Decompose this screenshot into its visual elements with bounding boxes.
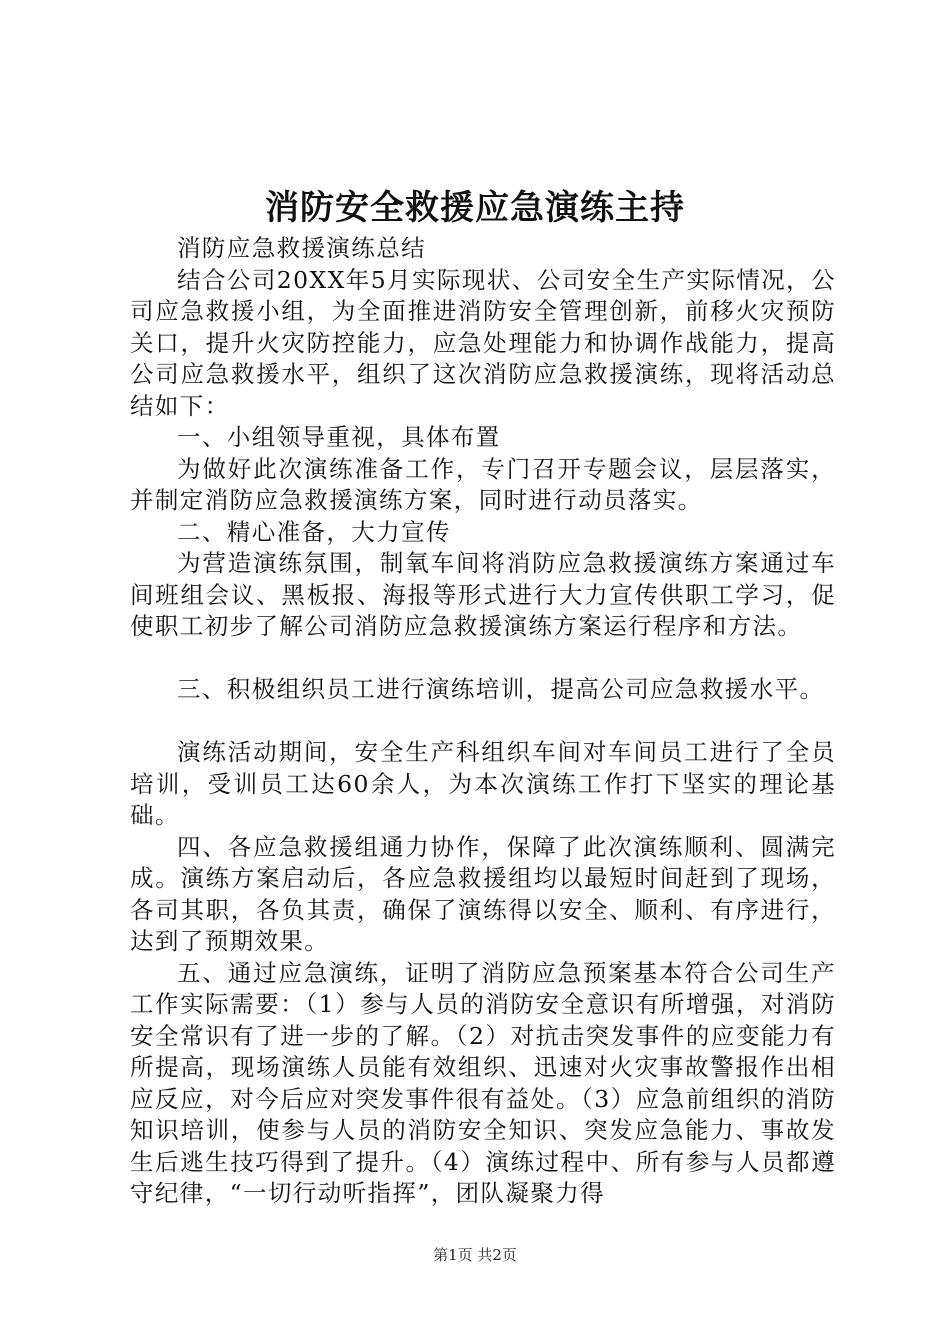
section-heading-3: 三、积极组织员工进行演练培训，提高公司应急救援水平。	[177, 675, 825, 703]
page-footer: 第1页 共2页	[433, 1246, 517, 1264]
paragraph-section-3: 演练活动期间，安全生产科组织车间对车间员工进行了全员培训，受训员工达60余人，为本次演练工作打下坚实的理论基础。	[130, 738, 836, 829]
document-body	[130, 233, 836, 1210]
section-heading-2: 二、精心准备，大力宣传	[177, 517, 451, 546]
paragraph-intro: 结合公司20XX年5月实际现状、公司安全生产实际情况，公司应急救援小组，为全面推进消防安全管理创新，前移火灾预防关口，提升火灾防控能力，应急处理能力和协调作战能力，提高公司应急救援水平，组织了这次消防应急救援演练，现将活动总结如下：	[130, 265, 836, 420]
paragraph-section-1: 为做好此次演练准备工作，专门召开专题会议，层层落实，并制定消防应急救援演练方案，同时进行动员落实。	[130, 454, 836, 514]
paragraph-section-2: 为营造演练氛围，制氧车间将消防应急救援演练方案通过车间班组会议、黑板报、海报等形式进行大力宣传供职工学习，促使职工初步了解公司消防应急救援演练方案运行程序和方法。	[130, 549, 836, 640]
paragraph-section-5: 五、通过应急演练，证明了消防应急预案基本符合公司生产工作实际需要：（1）参与人员的消防安全意识有所增强，对消防安全常识有了进一步的了解。（2）对抗击突发事件的应变能力有所提高，现场演练人员能有效组织、迅速对火灾事故警报作出相应反应，对今后应对突发事件很有益处。（3）应急前组织的消防知识培训，使参与人员的消防安全知识、突发应急能力、事故发生后逃生技巧得到了提升。（4）演练过程中、所有参与人员都遵守纪律，“一切行动听指挥”，团队凝聚力得	[130, 958, 836, 1207]
paragraph-subtitle: 消防应急救援演练总结	[177, 234, 426, 262]
document-title: 消防安全救援应急演练主持	[265, 188, 685, 228]
paragraph-section-4: 四、各应急救援组通力协作，保障了此次演练顺利、圆满完成。演练方案启动后，各应急救援组均以最短时间赶到了现场，各司其职，各负其责，确保了演练得以安全、顺利、有序进行，达到了预期效果。	[130, 832, 836, 955]
section-heading-1: 一、小组领导重视，具体布置	[177, 423, 501, 451]
